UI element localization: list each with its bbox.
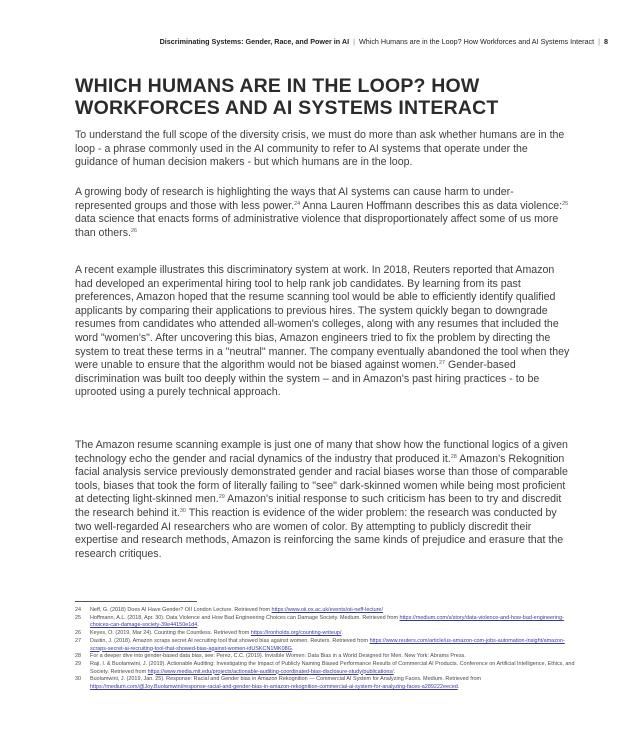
footnote-number: 27 (75, 637, 82, 644)
footnote (75, 607, 575, 615)
paragraph-text: data science that enacts forms of administrative violence that disproportionately affect some of us more than others. (75, 213, 559, 239)
header-separator: | (598, 37, 600, 46)
header-separator: | (353, 37, 355, 46)
paragraph-text: A recent example illustrates this discriminatory system at work. In 2018, Reuters reported that Amazon had developed an experimental hiring tool to help rank job candidates. By learning from its past preferences, Amazon hoped that the resume scanning tool would be able to efficiently identify qualified applicants by comparing their applications to previous hires. The system quickly began to downgrade resumes from candidates who attended all-women's colleges, along with any resumes that included the word "women's". After uncovering this bias, Amazon engineers tried to fix the problem by directing the system to treat these terms in a "neutral" manner. The company eventually abandoned the tool when they were unable to ensure that the algorithm would not be biased against women. (75, 264, 570, 372)
footnote-link[interactable]: https://medium.com/@Joy.Buolamwini/response-racial-and-gender-bias-in-amazon-rekognition-commercial-ai-system-for-analyzing-faces-a289222eeced (90, 684, 458, 691)
footnote-number: 24 (75, 607, 82, 613)
footnotes (75, 607, 575, 692)
footnote (75, 676, 575, 691)
page-title: WHICH HUMANS ARE IN THE LOOP? HOW WORKFORCES AND AI SYSTEMS INTERACT (75, 75, 499, 119)
paragraph-text: To understand the full scope of the diversity crisis, we must do more than ask whether humans are in the loop - a phrase commonly used in the AI community to refer to AI systems that operate under the guidance of human decision makers - but which humans are in the loop. (75, 129, 565, 169)
footnote-ref[interactable]: 30 (179, 507, 186, 514)
footnote-tail: . (341, 630, 343, 637)
paragraph-text: Anna Lauren Hoffmann describes this as data violence: (300, 199, 563, 212)
footnote-text: Dastin, J. (2018). Amazon scraps secret AI recruiting tool that showed bias against women. Reuters. Retrieved from (90, 637, 370, 644)
running-header (0, 37, 608, 46)
paragraph-text: This reaction is evidence of the wider problem: the research was conducted by two well-regarded AI researchers who are women of color. By attempting to publicly discredit their expertise and research methods, Amazon is reinforcing the same kinds of prejudice and erasure that the research critiques. (75, 506, 564, 560)
body-paragraph (75, 439, 570, 561)
paragraph-text: Gender-based discrimination was built too deeply within the system – and in Amazon's past hiring practices - to be uprooted using a purely technical approach. (75, 359, 540, 399)
body-paragraph (75, 186, 570, 240)
footnote-number: 29 (75, 660, 82, 667)
footnote-tail: . (197, 622, 199, 629)
footnote-link[interactable]: https://www.media.mit.edu/projects/actionable-auditing-coordinated-bias-disclosure-study/publications/ (147, 668, 394, 675)
footnote-text: Hoffmann, A.L. (2018, Apr. 30). Data Violence and How Bad Engineering Choices can Damage Society. Medium. Retrieved from (90, 614, 400, 621)
body-paragraph (75, 129, 570, 170)
footnote-divider (75, 601, 197, 602)
footnote-link[interactable]: https://www.oii.ox.ac.uk/events/oii-neff-lecture/ (271, 607, 383, 613)
footnote (75, 615, 575, 630)
footnote-link[interactable]: https://ironholds.org/counting-writeup/ (250, 630, 342, 637)
footnote-number: 26 (75, 630, 82, 637)
footnote-ref[interactable]: 28 (450, 453, 457, 460)
footnote-text: Raji, I. & Buolamwini, J. (2019). Actionable Auditing: Investigating the Impact of Publicly Naming Biased Performance Results of Commercial AI Products. Conference on Artificial Intelligence, Ethics, and Society. Retrieved from (90, 660, 575, 675)
footnote (75, 630, 575, 638)
report-title: Discriminating Systems: Gender, Race, and Power in AI (159, 37, 350, 46)
section-title: Which Humans are in the Loop? How Workforces and AI Systems Interact (358, 37, 595, 46)
footnote-text: Buolamwini, J. (2019, Jan. 25). Response: Racial and Gender bias in Amazon Rekognition — Commercial AI System for Analyzing Faces. Medium. Retrieved from (90, 676, 482, 683)
footnote-ref[interactable]: 29 (218, 494, 225, 501)
footnote-tail: . (457, 684, 460, 691)
body-paragraph (75, 264, 570, 400)
footnote-ref[interactable]: 27 (438, 360, 446, 367)
footnote-tail: . (393, 668, 396, 675)
paragraph-text: Amazon's initial response to such criticism has been to try and discredit the research behind it. (75, 493, 562, 519)
paragraph-text: Amazon's Rekognition facial analysis service previously demonstrated gender and racial biases worse than those of comparable tools, biases that took the form of literally failing to "see" dark-skinned women while being most proficient at detecting light-skinned men. (75, 452, 568, 506)
footnote-link[interactable]: https://www.reuters.com/article/us-amazon-com-jobs-automation-insight/amazon-scraps-secret-ai-recruiting-tool-that-showed-bias-against-women-idUSKCN1MK08G (90, 637, 565, 652)
footnote-ref[interactable]: 25 (562, 200, 569, 207)
paragraph-text: A growing body of research is highlighting the ways that AI systems can cause harm to under-represented groups and those with less power. (75, 186, 514, 212)
footnote-number: 28 (75, 653, 82, 660)
footnote-text: Keyes, O. (2019, Mar 24). Counting the Countless. Retrieved from (90, 630, 251, 637)
footnote-number: 30 (75, 676, 82, 683)
footnote (75, 653, 575, 661)
footnote-ref[interactable]: 24 (294, 200, 301, 207)
footnote-ref[interactable]: 26 (130, 227, 138, 234)
footnote-link[interactable]: https://medium.com/s/story/data-violence-and-how-bad-engineering-choices-can-damage-society-39e44150e1d4 (90, 614, 564, 629)
footnote-text: For a deeper dive into gender-based data bias, see: Perez, C.C. (2019). Invisible Women: Data Bias in a World Designed for Men. New York: Abrams Press. (90, 653, 466, 660)
page-number: 8 (604, 37, 608, 46)
footnote (75, 661, 575, 676)
footnote-text: Neff, G. (2018) Does AI Have Gender? OII London Lecture. Retrieved from (90, 607, 272, 613)
footnote (75, 638, 575, 653)
paragraph-text: The Amazon resume scanning example is just one of many that show how the functional logics of a given technology echo the gender and racial dynamics of the industry that produced it. (75, 439, 568, 465)
footnote-number: 25 (75, 614, 82, 621)
footnote-tail: . (291, 645, 294, 652)
